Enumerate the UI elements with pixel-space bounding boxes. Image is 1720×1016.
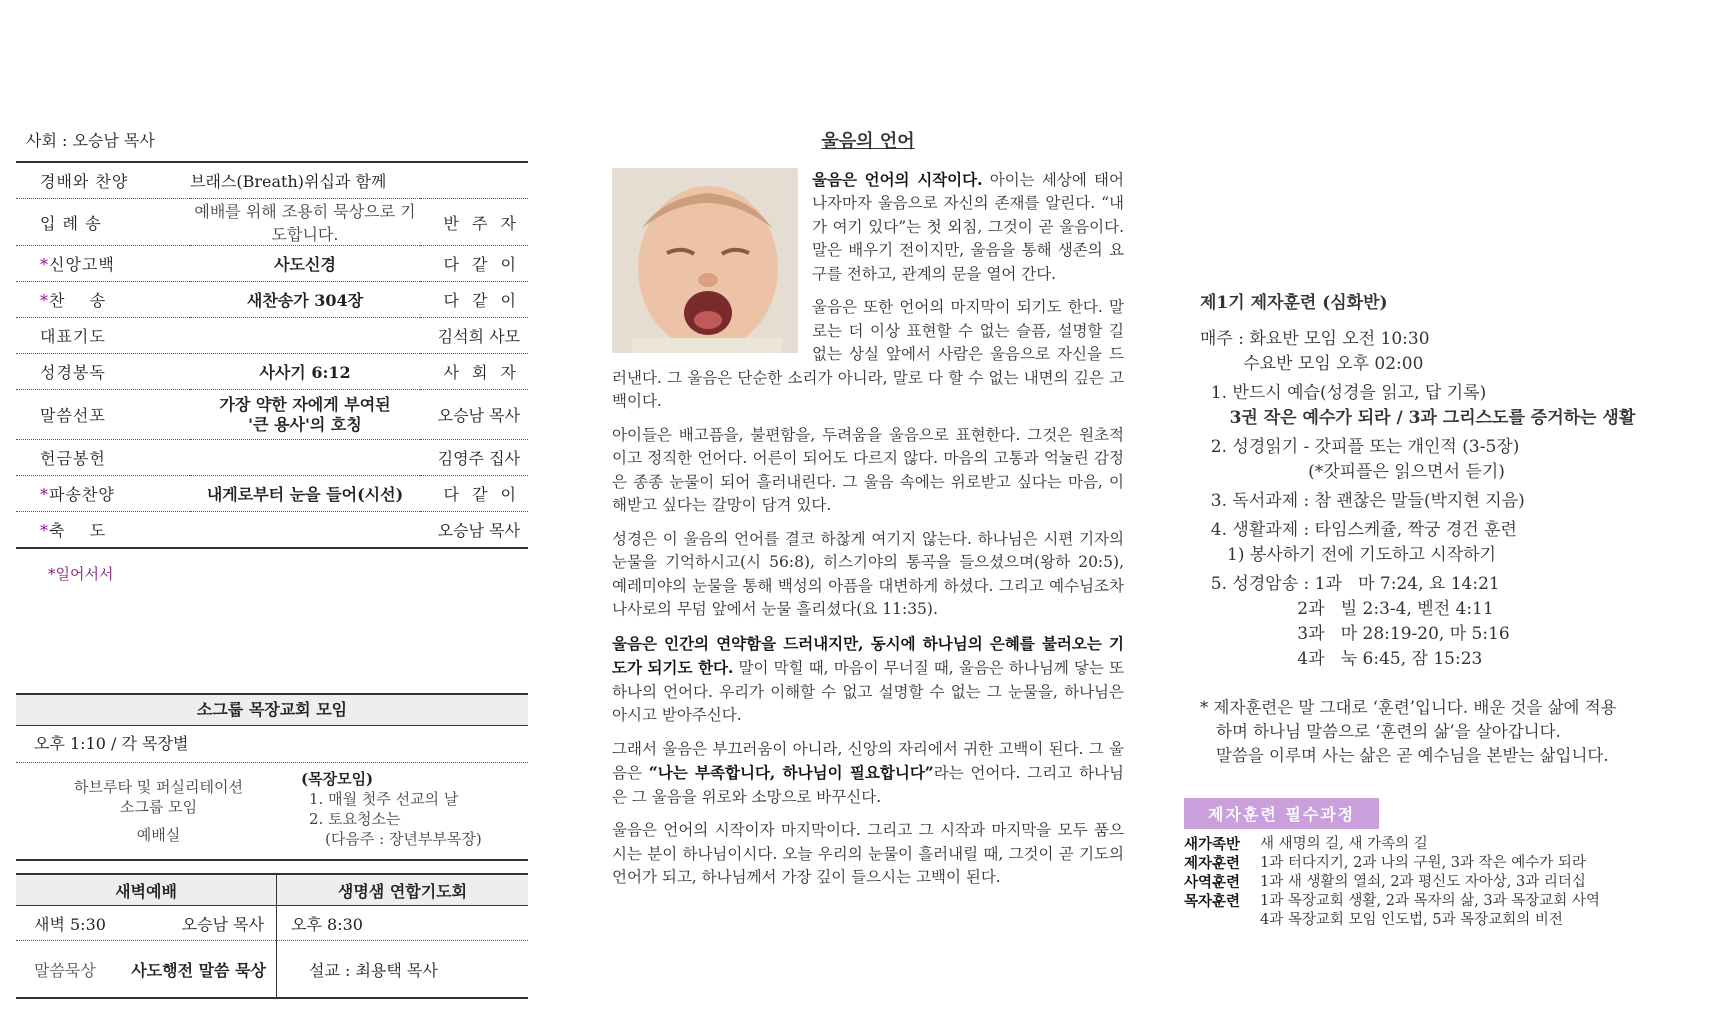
- essay-title: 울음의 언어: [821, 131, 915, 152]
- training-note: [1200, 696, 1720, 768]
- essay-text: 그래서 울음은 부끄러움이 아니라, 신앙의 자리에서 귀한 고백이 된다. 그 울음은: [612, 739, 1124, 782]
- order-part-label: 입 례 송: [40, 213, 102, 233]
- order-content: [190, 318, 420, 354]
- order-person: 오승남 목사: [437, 521, 520, 540]
- order-person: 오승남 목사: [437, 406, 520, 425]
- small-group-left: [16, 763, 301, 859]
- order-part-label: 대표기도: [40, 327, 106, 346]
- small-group-right: [301, 763, 528, 859]
- training-section: [1184, 288, 1720, 930]
- training-line: 4. 생활과제 : 타임스케쥴, 짝궁 경건 훈련: [1200, 520, 1517, 540]
- required-course-badge: 제자훈련 필수과정: [1184, 798, 1379, 829]
- order-part-label: 파송찬양: [49, 485, 115, 504]
- essay-section: [612, 130, 1124, 900]
- dawn-meditation-label: 말씀묵상: [34, 960, 96, 980]
- essay-bold: 울음은 언어의 시작이다.: [812, 169, 983, 189]
- training-line: 3. 독서과제 : 참 괜찮은 말들(박지현 지음): [1200, 491, 1525, 511]
- order-person: 반 주 자: [443, 213, 520, 233]
- dawn-head: 새벽예배: [16, 875, 276, 906]
- worship-order-row: [16, 440, 528, 476]
- worship-order-row: [16, 390, 528, 440]
- worship-order: [16, 128, 528, 584]
- required-course-row: [1184, 835, 1720, 854]
- worship-order-table: [16, 161, 528, 549]
- course-value: 1과 새 생활의 열쇠, 2과 평신도 자아상, 3과 리더십: [1260, 874, 1586, 890]
- worship-order-row: [16, 246, 528, 282]
- training-line: 3권 작은 예수가 되라 / 3과 그리스도를 증거하는 생활: [1200, 408, 1636, 428]
- training-note-line: 하며 하나님 말씀으로 ‘훈련의 삶’을 살아갑니다.: [1216, 722, 1561, 741]
- order-part-label: 경배와 찬양: [40, 172, 129, 191]
- order-content: 내게로부터 눈을 들어(시선): [206, 485, 404, 504]
- prayer-time: 오후 8:30: [276, 906, 528, 941]
- sg-right-line: 2. 토요청소는: [309, 810, 401, 828]
- small-group-time: 오후 1:10 / 각 목장별: [16, 726, 528, 763]
- essay-text: 라는 언어다. 그리고 하나님은 그 울음을 위로와 소망으로 바꾸신다.: [612, 764, 1124, 806]
- required-course-row: [1184, 911, 1720, 930]
- order-content: [190, 512, 420, 549]
- course-key: [1184, 911, 1260, 930]
- essay-paragraph: 성경은 이 울음의 언어를 결코 하찮게 여기지 않는다. 하나님은 시편 기자의 눈물을 기억하시고(시 56:8), 히스기야의 통곡을 들으셨으며(왕하 20:5), 예레미야의 눈물을 통해 백성의 아픔을 대변하게 하셨다. 그리고 예수님조차 나사로의 무덤 앞에서 눈물 흘리셨다(요 11:35).: [612, 529, 1124, 618]
- training-line: 수요반 모임 오후 02:00: [1200, 354, 1424, 374]
- prayer-sermon: 설교 : 최용택 목사: [276, 941, 528, 997]
- worship-order-row: [16, 199, 528, 246]
- training-line: 4과 눅 6:45, 잠 15:23: [1200, 649, 1483, 669]
- order-person: 다 같 이: [443, 255, 520, 274]
- essay-text: 아이는 세상에 태어나자마자 울음으로 자신의 존재를 알린다. “내가 여기 있다”는 첫 외침, 그것이 곧 울음이다. 말은 배우기 전이지만, 울음을 통해 생존의 요구를 전하고, 관계의 문을 열어 간다.: [812, 170, 1124, 283]
- course-key: 새가족반: [1184, 836, 1241, 853]
- sg-right-line: (다음주 : 장년부부목장): [325, 830, 482, 848]
- order-part: [16, 512, 190, 549]
- dawn-row2: [16, 941, 276, 997]
- order-part: [16, 318, 190, 354]
- training-title: 제1기 제자훈련 (심화반): [1200, 293, 1388, 313]
- order-content: 사사기 6:12: [259, 363, 351, 382]
- order-part: [16, 282, 190, 318]
- order-person: 다 같 이: [443, 291, 520, 310]
- training-line: 2과 빌 2:3-4, 벧전 4:11: [1200, 599, 1494, 619]
- small-group-title: 소그룹 목장교회 모임: [16, 693, 528, 726]
- training-line: 2. 성경읽기 - 갓피플 또는 개인적 (3-5장): [1200, 437, 1520, 457]
- order-part: [16, 162, 190, 199]
- training-line: 매주 : 화요반 모임 오전 10:30: [1200, 329, 1430, 349]
- essay-paragraph: 울음은 언어의 시작이자 마지막이다. 그리고 그 시작과 마지막을 모두 품으시는 분이 하나님이시다. 오늘 우리의 눈물이 흘러내릴 때, 그것이 곧 기도의 언어가 되고, 하나님께서 가장 깊이 들으시는 고백이 된다.: [612, 821, 1124, 886]
- dawn-pastor: 오승남 목사: [181, 914, 264, 934]
- order-content: 새찬송가 304장: [246, 291, 364, 310]
- worship-order-row: [16, 476, 528, 512]
- dawn-meditation: 사도행전 말씀 묵상: [131, 960, 266, 980]
- essay-bold: “나는 부족합니다, 하나님이 필요합니다”: [648, 763, 934, 782]
- training-note-line: * 제자훈련은 말 그대로 ‘훈련’입니다. 배운 것을 삶에 적용: [1200, 698, 1617, 717]
- order-part: [16, 354, 190, 390]
- training-note-line: 말씀을 이루며 사는 삶은 곧 예수님을 본받는 삶입니다.: [1216, 746, 1609, 765]
- order-person: 다 같 이: [443, 485, 520, 504]
- sg-left-line: 하브루타 및 퍼실리테이션: [74, 778, 243, 796]
- order-part: [16, 390, 190, 440]
- small-group-section: [16, 693, 528, 861]
- worship-order-row: [16, 162, 528, 199]
- order-part: [16, 199, 190, 246]
- order-content: 브래스(Breath)위십과 함께: [190, 172, 387, 191]
- training-schedule: [1200, 327, 1720, 672]
- essay-bold: 울음은 인간의 연약함을 드러내지만, 동시에 하나님의 은혜를 불러오는 기도가 되기도 한다.: [612, 633, 1124, 677]
- order-part: [16, 476, 190, 512]
- worship-order-row: [16, 318, 528, 354]
- order-content: 예배를 위해 조용히 묵상으로 기도합니다.: [194, 202, 416, 244]
- sg-left-line: 소그룹 모임: [119, 798, 198, 816]
- standing-note: *일어서서: [48, 565, 114, 583]
- dawn-worship-section: [16, 873, 528, 999]
- essay-paragraph: [612, 632, 1124, 728]
- required-course-row: [1184, 873, 1720, 892]
- dawn-time: 새벽 5:30: [34, 914, 106, 934]
- course-value: 1과 목장교회 생활, 2과 목자의 삶, 3과 목장교회 사역: [1260, 893, 1600, 909]
- course-value: 새 새명의 길, 새 가족의 길: [1260, 836, 1428, 852]
- essay-text: 말이 막힐 때, 마음이 무너질 때, 울음은 하나님께 닿는 또 하나의 언어다. 우리가 이해할 수 없고 설명할 수 없는 그 눈물을, 하나님은 아시고 받아주신다.: [612, 659, 1124, 724]
- required-course-row: [1184, 854, 1720, 873]
- worship-order-row: [16, 282, 528, 318]
- sg-left-line: 예배실: [136, 826, 181, 844]
- required-course-row: [1184, 892, 1720, 911]
- star-mark: *: [40, 255, 49, 274]
- order-part: [16, 246, 190, 282]
- crying-baby-image: [612, 168, 798, 353]
- course-key: 사역훈련: [1184, 874, 1241, 891]
- essay-paragraph: 아이들은 배고픔을, 불편함을, 두려움을 울음으로 표현한다. 그것은 원초적이고 정직한 언어다. 어른이 되어도 다르지 않다. 마음의 고통과 억눌린 감정은 종종 눈물이 되어 흘러내린다. 그 울음 속에는 위로받고 싶다는 마음, 이해받고 싶다는 갈망이 담겨 있다.: [612, 425, 1124, 514]
- worship-leader: 사회 : 오승남 목사: [26, 131, 155, 150]
- order-part-label: 말씀선포: [40, 406, 106, 425]
- order-part-label: 찬 송: [49, 291, 107, 310]
- order-person: 사 회 자: [443, 363, 520, 382]
- order-part: [16, 440, 190, 476]
- worship-order-row: [16, 354, 528, 390]
- worship-order-row: [16, 512, 528, 549]
- course-key: 제자훈련: [1184, 855, 1241, 872]
- order-person: 김석희 사모: [437, 327, 520, 346]
- star-mark: *: [40, 291, 49, 310]
- star-mark: *: [40, 485, 49, 504]
- sg-right-line: 1. 매월 첫주 선교의 날: [309, 790, 459, 808]
- essay-paragraph: [612, 738, 1124, 810]
- training-line: 5. 성경암송 : 1과 마 7:24, 요 14:21: [1200, 574, 1500, 594]
- order-part-label: 헌금봉헌: [40, 449, 106, 468]
- order-part-label: 신앙고백: [49, 255, 115, 274]
- training-line: 1) 봉사하기 전에 기도하고 시작하기: [1200, 545, 1496, 565]
- training-line: 1. 반드시 예습(성경을 읽고, 답 기록): [1200, 383, 1487, 403]
- order-part-label: 성경봉독: [40, 363, 106, 382]
- sg-right-title: (목장모임): [301, 770, 374, 788]
- order-content: 사도신경: [274, 255, 336, 274]
- dawn-row1: [16, 906, 276, 941]
- course-value: 4과 목장교회 모임 인도법, 5과 목장교회의 비전: [1260, 912, 1563, 928]
- order-person: 김영주 집사: [437, 449, 520, 468]
- course-key: 목자훈련: [1184, 893, 1241, 910]
- course-value: 1과 터다지기, 2과 나의 구원, 3과 작은 예수가 되라: [1260, 855, 1586, 871]
- training-line: 3과 마 28:19-20, 마 5:16: [1200, 624, 1510, 644]
- training-line: (*갓피플은 읽으면서 듣기): [1200, 462, 1505, 482]
- star-mark: *: [40, 521, 49, 540]
- essay-paragraph: 울음은 또한 언어의 마지막이 되기도 한다. 말로는 더 이상 표현할 수 없는 슬픔, 설명할 길 없는 상실 앞에서 사람은 울음으로 자신을 드러낸다. 그 울음은 단순한 소리가 아니라, 말로 다 할 수 없는 내면의 깊은 고백이다.: [612, 298, 1124, 410]
- order-part-label: 축 도: [49, 521, 107, 540]
- order-content: [190, 440, 420, 476]
- order-content: 가장 약한 자에게 부여된 '큰 용사'의 호칭: [219, 394, 391, 434]
- required-course-list: [1184, 835, 1720, 930]
- prayer-head: 생명샘 연합기도회: [276, 875, 528, 906]
